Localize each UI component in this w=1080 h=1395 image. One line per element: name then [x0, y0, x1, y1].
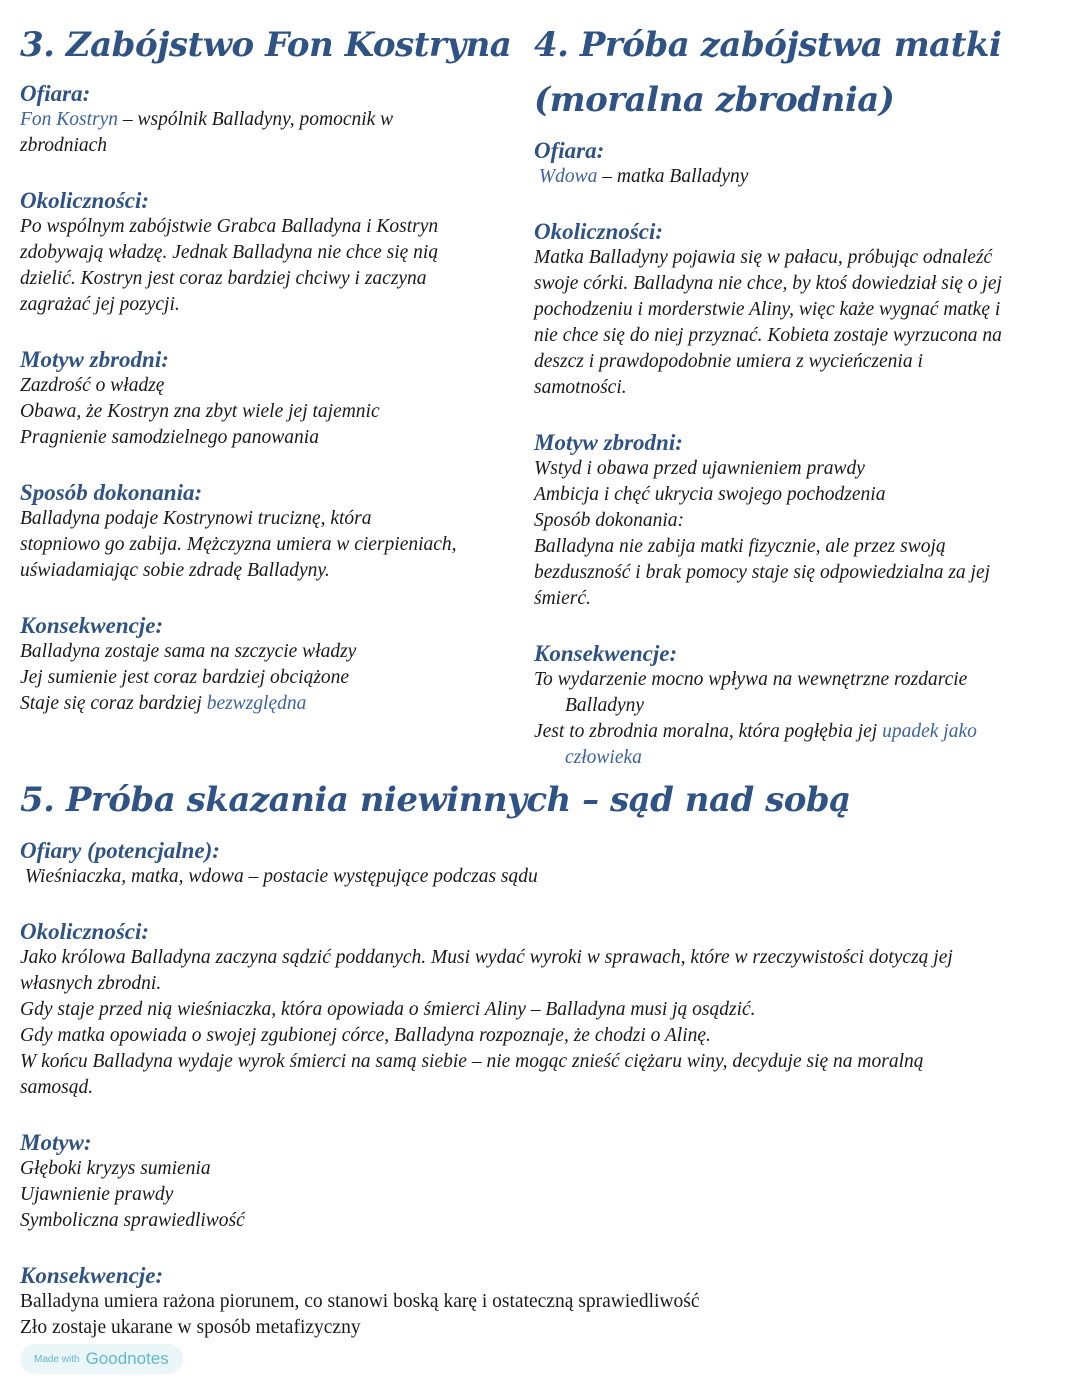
text-line [20, 1315, 953, 1341]
text-segment: Jest to zbrodnia moralna, która pogłębia jej [534, 721, 883, 742]
text-segment: Po wspólnym zabójstwie Grabca Balladyna i Kostryn [20, 216, 439, 237]
highlighted-text: upadek jako [882, 721, 977, 742]
text-line [534, 297, 1002, 323]
highlighted-text: Wdowa [538, 166, 598, 187]
highlighted-text: człowieka [565, 747, 642, 768]
text-segment: stopniowo go zabija. Mężczyzna umiera w cierpieniach, [20, 534, 457, 555]
section-heading: Okoliczności: [20, 188, 150, 213]
text-segment: Symboliczna sprawiedliwość [20, 1210, 245, 1231]
text-line [20, 1208, 953, 1234]
text-segment: Balladyna nie zabija matki fizycznie, ale przez swoją [534, 536, 946, 557]
section-5-title: 5. Próba skazania niewinnych – sąd nad sobą [20, 780, 851, 820]
text-line [534, 271, 1002, 297]
text-line [534, 586, 1002, 612]
text-segment: Staje się coraz bardziej [20, 693, 207, 714]
text-line [20, 639, 457, 665]
text-segment: Zło zostaje ukarane w sposób metafizyczny [20, 1317, 361, 1338]
text-line [20, 1289, 953, 1315]
section-heading: Okoliczności: [20, 919, 150, 944]
text-segment: Balladyna umiera rażona piorunem, co stanowi boską karę i ostateczną sprawiedliwość [20, 1291, 700, 1312]
section-5-body [20, 837, 953, 1341]
text-segment: samosąd. [20, 1077, 94, 1098]
text-segment: dzielić. Kostryn jest coraz bardziej chciwy i zaczyna [20, 268, 427, 289]
text-segment: pochodzeniu i morderstwie Aliny, więc każe wygnać matkę i [534, 299, 1001, 320]
section-heading: Okoliczności: [534, 219, 664, 244]
section-heading: Ofiara: [534, 138, 605, 163]
badge-brand: Goodnotes [85, 1349, 169, 1368]
highlighted-text: Fon Kostryn [20, 109, 119, 130]
text-line [20, 1182, 953, 1208]
text-segment: Ujawnienie prawdy [20, 1184, 174, 1205]
text-segment: samotności. [534, 377, 627, 398]
badge-prefix: Made with [34, 1353, 80, 1365]
text-line [20, 240, 457, 266]
text-line [534, 482, 1002, 508]
goodnotes-badge [20, 1344, 183, 1374]
text-line [534, 508, 1002, 534]
text-segment: Gdy matka opowiada o swojej zgubionej córce, Balladyna rozpoznaje, że chodzi o Alinę. [20, 1025, 711, 1046]
section-heading: Motyw zbrodni: [20, 347, 169, 372]
text-segment: Zazdrość o władzę [20, 375, 165, 396]
text-line [534, 560, 1002, 586]
text-line [20, 266, 457, 292]
text-line [534, 745, 1002, 771]
text-line [534, 534, 1002, 560]
text-line [20, 665, 457, 691]
text-line [20, 558, 457, 584]
text-line [534, 323, 1002, 349]
text-line [20, 107, 457, 133]
text-line [20, 691, 457, 717]
section-heading: Ofiara: [20, 81, 91, 106]
section-4-title-line2: (moralna zbrodnia) [534, 80, 895, 120]
text-line [534, 164, 1002, 190]
text-segment: Obawa, że Kostryn zna zbyt wiele jej tajemnic [20, 401, 380, 422]
section-heading: Konsekwencje: [534, 641, 678, 666]
text-segment: Matka Balladyny pojawia się w pałacu, próbując odnaleźć [534, 247, 993, 268]
text-segment: zbrodniach [20, 135, 108, 156]
text-segment: Pragnienie samodzielnego panowania [20, 427, 319, 448]
text-segment: To wydarzenie mocno wpływa na wewnętrzne rozdarcie [534, 669, 968, 690]
text-line [20, 971, 953, 997]
text-line [20, 532, 457, 558]
text-line [534, 693, 1002, 719]
section-heading: Motyw: [20, 1130, 92, 1155]
text-segment: Głęboki kryzys sumienia [20, 1158, 211, 1179]
text-line [534, 349, 1002, 375]
text-line [534, 667, 1002, 693]
text-segment: uświadamiając sobie zdradę Balladyny. [20, 560, 330, 581]
section-3-title: 3. Zabójstwo Fon Kostryna [20, 25, 512, 65]
text-segment: śmierć. [534, 588, 591, 609]
section-heading: Ofiary (potencjalne): [20, 838, 220, 863]
text-segment: Jej sumienie jest coraz bardziej obciążone [20, 667, 350, 688]
text-line [20, 1156, 953, 1182]
text-line [534, 245, 1002, 271]
text-line [20, 425, 457, 451]
text-line [534, 375, 1002, 401]
section-heading: Konsekwencje: [20, 1263, 164, 1288]
section-4-body [534, 137, 1002, 771]
text-segment: Balladyny [565, 695, 645, 716]
text-segment: zagrażać jej pozycji. [20, 294, 180, 315]
text-line [20, 1049, 953, 1075]
text-segment: bezduszność i brak pomocy staje się odpowiedzialna za jej [534, 562, 991, 583]
section-3-body [20, 80, 457, 717]
text-line [20, 373, 457, 399]
text-line [534, 719, 1002, 745]
text-segment: Ambicja i chęć ukrycia swojego pochodzenia [534, 484, 886, 505]
text-line [534, 456, 1002, 482]
text-segment: swoje córki. Balladyna nie chce, by ktoś dowiedział się o jej [534, 273, 1002, 294]
text-segment: Sposób dokonania: [534, 510, 685, 531]
text-line [20, 1023, 953, 1049]
text-segment: Balladyna podaje Kostrynowi truciznę, która [20, 508, 372, 529]
text-segment: – matka Balladyny [597, 166, 749, 187]
text-line [20, 997, 953, 1023]
text-segment: zdobywają władzę. Jednak Balladyna nie chce się nią [20, 242, 439, 263]
section-heading: Sposób dokonania: [20, 480, 203, 505]
section-heading: Konsekwencje: [20, 613, 164, 638]
section-heading: Motyw zbrodni: [534, 430, 683, 455]
text-segment: Wstyd i obawa przed ujawnieniem prawdy [534, 458, 865, 479]
text-segment: Wieśniaczka, matka, wdowa – postacie występujące podczas sądu [20, 866, 538, 887]
text-segment: własnych zbrodni. [20, 973, 162, 994]
highlighted-text: bezwzględna [206, 693, 307, 714]
text-segment: nie chce się do niej przyznać. Kobieta zostaje wyrzucona na [534, 325, 1002, 346]
text-line [20, 506, 457, 532]
text-segment: Balladyna zostaje sama na szczycie władzy [20, 641, 357, 662]
text-line [20, 292, 457, 318]
text-segment: Gdy staje przed nią wieśniaczka, która opowiada o śmierci Aliny – Balladyna musi ją osądzić. [20, 999, 756, 1020]
text-segment: – wspólnik Balladyny, pomocnik w [118, 109, 394, 130]
section-4-title-line1: 4. Próba zabójstwa matki [534, 25, 1002, 65]
text-line [20, 214, 457, 240]
text-line [20, 133, 457, 159]
text-line [20, 945, 953, 971]
text-line [20, 1075, 953, 1101]
text-segment: deszcz i prawdopodobnie umiera z wycieńczenia i [534, 351, 923, 372]
text-segment: Jako królowa Balladyna zaczyna sądzić poddanych. Musi wydać wyroki w sprawach, które w rzeczywistości dotyczą jej [20, 947, 953, 968]
text-line [20, 864, 953, 890]
text-line [20, 399, 457, 425]
text-segment: W końcu Balladyna wydaje wyrok śmierci na samą siebie – nie mogąc znieść ciężaru winy, decyduje się na moralną [20, 1051, 924, 1072]
